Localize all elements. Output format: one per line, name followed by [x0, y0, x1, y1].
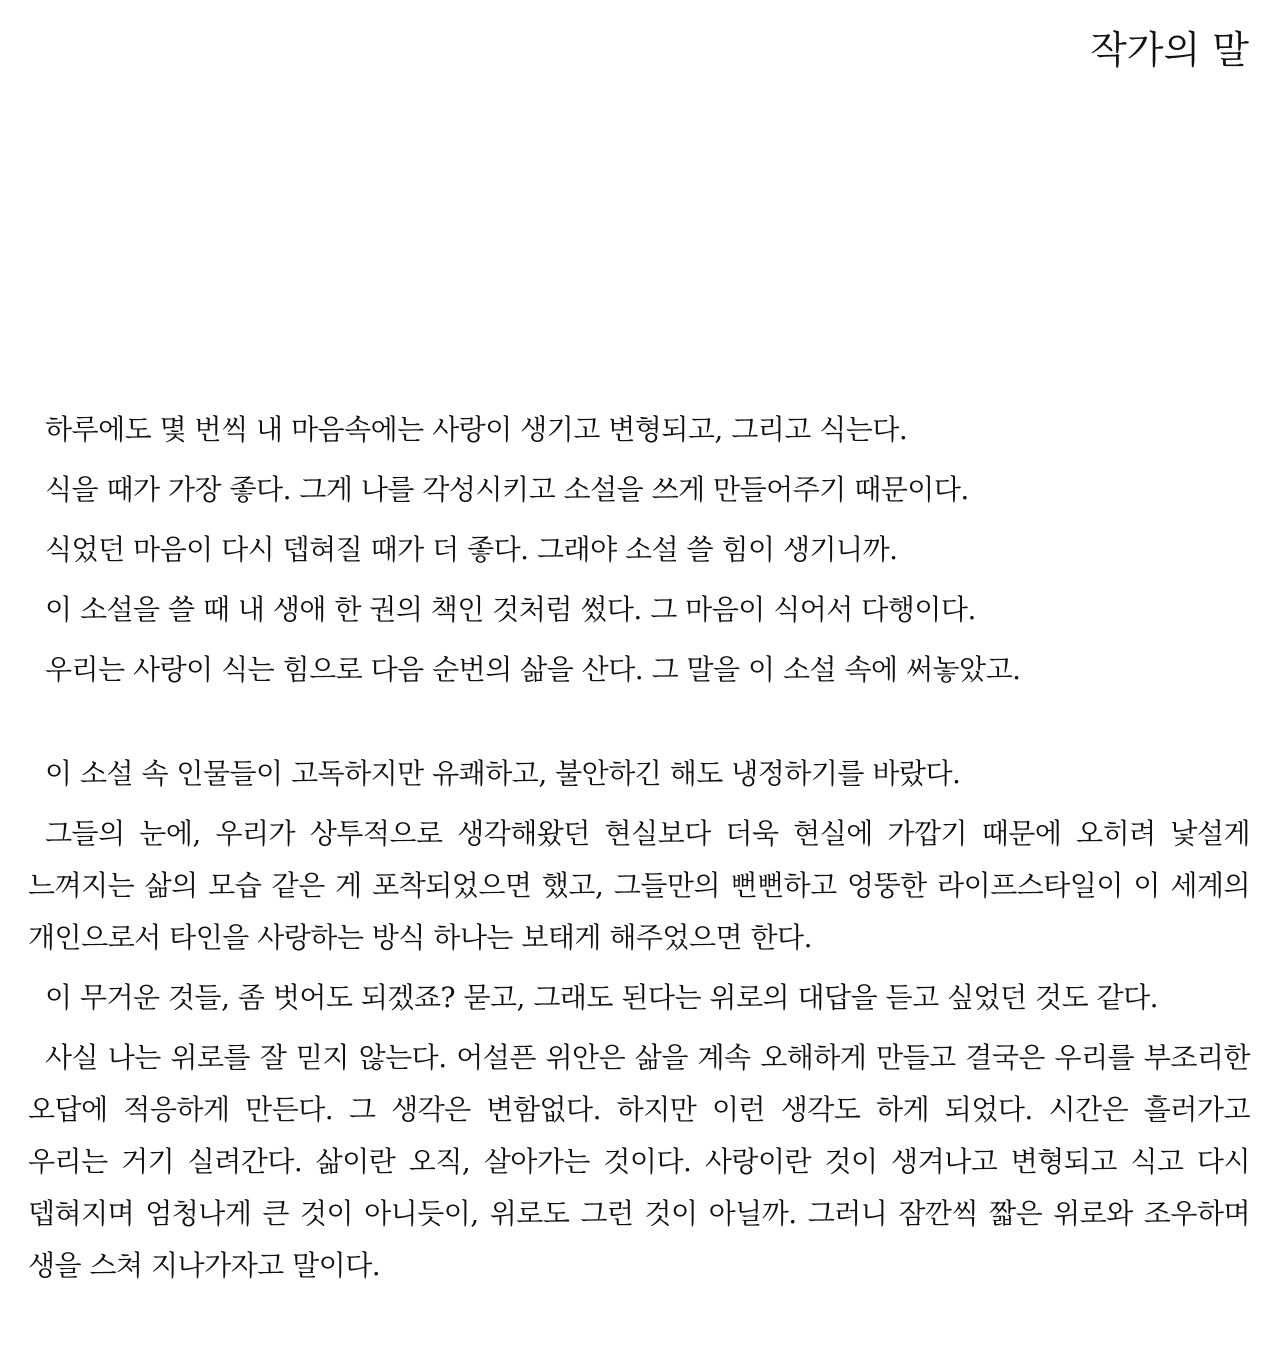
paragraph: 식었던 마음이 다시 뎁혀질 때가 더 좋다. 그래야 소설 쓸 힘이 생기니까. [45, 533, 898, 566]
section-gap [28, 704, 1250, 748]
paragraph: 이 소설 속 인물들이 고독하지만 유쾌하고, 불안하긴 해도 냉정하기를 바랐다. [45, 757, 961, 790]
paragraph: 이 무거운 것들, 좀 벗어도 되겠죠? 묻고, 그래도 된다는 위로의 대답을 듣고 싶었던 것도 같다. [45, 981, 1159, 1014]
paragraph: 우리는 사랑이 식는 힘으로 다음 순번의 삶을 산다. 그 말을 이 소설 속에 써놓았고. [45, 653, 1021, 686]
paragraph: 이 소설을 쓸 때 내 생애 한 권의 책인 것처럼 썼다. 그 마음이 식어서 다행이다. [45, 593, 976, 626]
paragraph: 그들의 눈에, 우리가 상투적으로 생각해왔던 현실보다 더욱 현실에 가깝기 때문에 오히려 낯설게 느껴지는 삶의 모습 같은 게 포착되었으면 했고, 그들만의 뻔뻔하고 엉뚱한 라이프스타일이 이 세계의 개인으로서 타인을 사랑하는 방식 하나는 보태게 해주었으면 한다. [28, 817, 1250, 954]
body-text [28, 404, 1250, 1300]
paragraph: 식을 때가 가장 좋다. 그게 나를 각성시키고 소설을 쓰게 만들어주기 때문이다. [45, 473, 969, 506]
paragraph: 사실 나는 위로를 잘 믿지 않는다. 어설픈 위안은 삶을 계속 오해하게 만들고 결국은 우리를 부조리한 오답에 적응하게 만든다. 그 생각은 변함없다. 하지만 이런 생각도 하게 되었다. 시간은 흘러가고 우리는 거기 실려간다. 삶이란 오직, 살아가는 것이다. 사랑이란 것이 생겨나고 변형되고 식고 다시 뎁혀지며 엄청나게 큰 것이 아니듯이, 위로도 그런 것이 아닐까. 그러니 잠깐씩 짧은 위로와 조우하며 생을 스쳐 지나가자고 말이다. [28, 1041, 1250, 1282]
paragraph: 하루에도 몇 번씩 내 마음속에는 사랑이 생기고 변형되고, 그리고 식는다. [45, 413, 908, 446]
page-title: 작가의 말 [1090, 28, 1249, 72]
